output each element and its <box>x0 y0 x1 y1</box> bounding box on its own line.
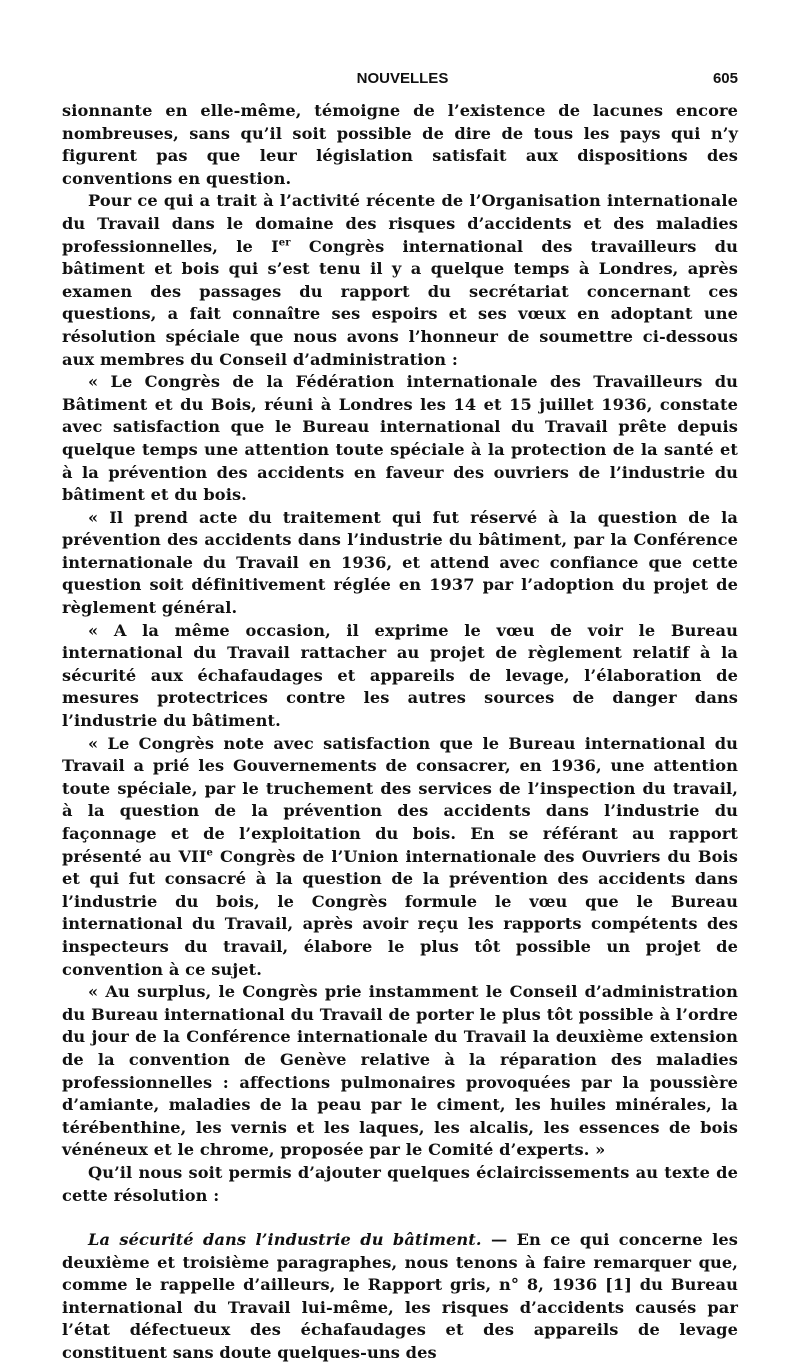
ordinal-first: Ier <box>271 236 291 256</box>
section-paragraph: La sécurité dans l’industrie du bâtiment. — En ce qui concerne les deuxième et troisième paragraphes, nous tenons à faire remarquer que, comme le rappelle d’ailleurs, le Rapport gris, n° 8, 1936 [1] du Bureau international du Travail lui-même, les risques d’accidents causés par l’état défectueux des échafaudages et des appareils de levage constituent sans doute quelques-uns des <box>62 1230 738 1363</box>
paragraph-clarification: Qu’il nous soit permis d’ajouter quelques éclaircissements au texte de cette résolution : <box>62 1162 738 1205</box>
page-header <box>62 60 738 100</box>
paragraph-1: sionnante en elle-même, témoigne de l’existence de lacunes encore nombreuses, sans qu’il soit possible de dire de tous les pays qui n’y figurent pas que leur législation satisfait aux dispositions des conventions en question. <box>62 101 738 188</box>
resolution-paragraph-2: « Il prend acte du traitement qui fut réservé à la question de la prévention des accidents dans l’industrie du bâtiment, par la Conférence internationale du Travail en 1936, et attend avec confiance que cette question soit définitivement réglée en 1937 par l’adoption du projet de règlement général. <box>62 507 738 618</box>
body-text <box>62 100 738 1365</box>
resolution-paragraph-1: « Le Congrès de la Fédération internationale des Travailleurs du Bâtiment et du Bois, réuni à Londres les 14 et 15 juillet 1936, constate avec satisfaction que le Bureau international du Travail prête depuis quelque temps une attention toute spéciale à la protection de la santé et à la prévention des accidents en faveur des ouvriers de l’industrie du bâtiment et du bois. <box>62 372 738 505</box>
resolution-paragraph-3: « A la même occasion, il exprime le vœu de voir le Bureau international du Travail rattacher au projet de règlement relatif à la sécurité aux échafaudages et appareils de levage, l’élaboration de mesures protectrices contre les autres sources de danger dans l’industrie du bâtiment. <box>62 620 738 731</box>
section-title: La sécurité dans l’industrie du bâtiment. <box>88 1230 482 1250</box>
document-page <box>62 60 738 1365</box>
ordinal-seventh: VIIe <box>178 846 213 866</box>
page-number: 605 <box>712 70 738 87</box>
resolution-paragraph-4: « Le Congrès note avec satisfaction que le Bureau international du Travail a prié les Gouvernements de consacrer, en 1936, une attention toute spéciale, par le truchement des services de l’inspection du travail, à la question de la prévention des accidents dans l’industrie du façonnage et de l’exploitation du bois. En se référant au rapport présenté au VIIe Congrès de l’Union internationale des Ouvriers du Bois et qui fut consacré à la question de la prévention des accidents dans l’industrie du bois, le Congrès formule le vœu que le Bureau international du Travail, après avoir reçu les rapports compétents des inspecteurs du travail, élabore le plus tôt possible un projet de convention à ce sujet. <box>62 733 738 979</box>
paragraph-2: Pour ce qui a trait à l’activité récente de l’Organisation internationale du Travail dans le domaine des risques d’accidents et des maladies professionnelles, le Ier Congrès international des travailleurs du bâtiment et bois qui s’est tenu il y a quelque temps à Londres, après examen des passages du rapport du secrétariat concernant ces questions, a fait connaître ses espoirs et ses vœux en adoptant une résolution spéciale que nous avons l’honneur de soumettre ci-dessous aux membres du Conseil d’administration : <box>62 191 738 369</box>
resolution-paragraph-5: « Au surplus, le Congrès prie instamment le Conseil d’administration du Bureau international du Travail de porter le plus tôt possible à l’ordre du jour de la Conférence internationale du Travail la deuxième extension de la convention de Genève relative à la réparation des maladies professionnelles : affections pulmonaires provoquées par la poussière d’amiante, maladies de la peau par le ciment, les huiles minérales, la térébenthine, les vernis et les laques, les alcalis, les essences de bois vénéneux et le chrome, proposée par le Comité d’experts. » <box>62 982 738 1160</box>
running-title: NOUVELLES <box>356 70 449 87</box>
